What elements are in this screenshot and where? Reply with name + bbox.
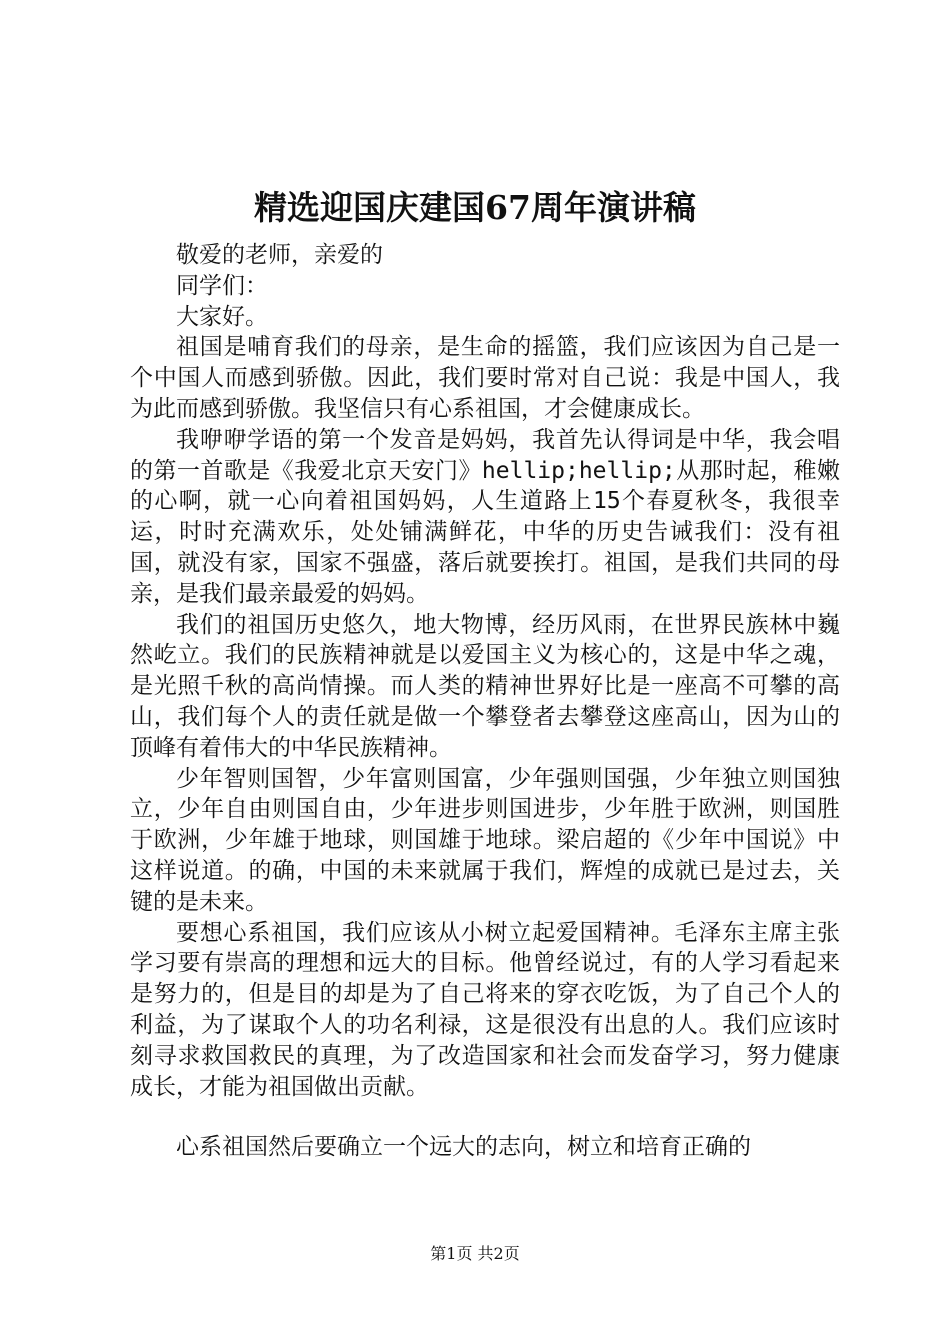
document-body [130,240,840,1163]
paragraph-2: 我咿咿学语的第一个发音是妈妈，我首先认得词是中华，我会唱的第一首歌是《我爱北京天安门》hellip;hellip;从那时起，稚嫩的心啊，就一心向着祖国妈妈，人生道路上15个春夏秋冬，我很幸运，时时充满欢乐，处处铺满鲜花，中华的历史告诫我们：没有祖国，就没有家，国家不强盛，落后就要挨打。祖国，是我们共同的母亲，是我们最亲最爱的妈妈。 [130,426,840,607]
document-title: 精选迎国庆建国67周年演讲稿 [254,188,696,227]
page-number-footer: 第1页 共2页 [430,1244,520,1263]
paragraph-greeting: 大家好。 [176,303,268,330]
paragraph-5: 要想心系祖国，我们应该从小树立起爱国精神。毛泽东主席主张学习要有崇高的理想和远大的目标。他曾经说过，有的人学习看起来是努力的，但是目的却是为了自己将来的穿衣吃饭，为了自己个人的利益，为了谋取个人的功名利禄，这是很没有出息的人。我们应该时刻寻求救国救民的真理，为了改造国家和社会而发奋学习，努力健康成长，才能为祖国做出贡献。 [130,919,840,1100]
paragraph-4: 少年智则国智，少年富则国富，少年强则国强，少年独立则国独立，少年自由则国自由，少年进步则国进步，少年胜于欧洲，则国胜于欧洲，少年雄于地球，则国雄于地球。梁启超的《少年中国说》中这样说道。的确，中国的未来就属于我们，辉煌的成就已是过去，关键的是未来。 [130,765,840,915]
paragraph-salutation-1: 敬爱的老师，亲爱的 [176,242,383,268]
paragraph-6: 心系祖国然后要确立一个远大的志向，树立和培育正确的 [176,1134,751,1161]
paragraph-salutation-2: 同学们： [176,272,268,299]
paragraph-3: 我们的祖国历史悠久，地大物博，经历风雨，在世界民族林中巍然屹立。我们的民族精神就是以爱国主义为核心的，这是中华之魂，是光照千秋的高尚情操。而人类的精神世界好比是一座高不可攀的高山，我们每个人的责任就是做一个攀登者去攀登这座高山，因为山的顶峰有着伟大的中华民族精神。 [130,611,840,761]
paragraph-1: 祖国是哺育我们的母亲，是生命的摇篮，我们应该因为自己是一个中国人而感到骄傲。因此，我们要时常对自己说：我是中国人，我为此而感到骄傲。我坚信只有心系祖国，才会健康成长。 [130,334,840,422]
